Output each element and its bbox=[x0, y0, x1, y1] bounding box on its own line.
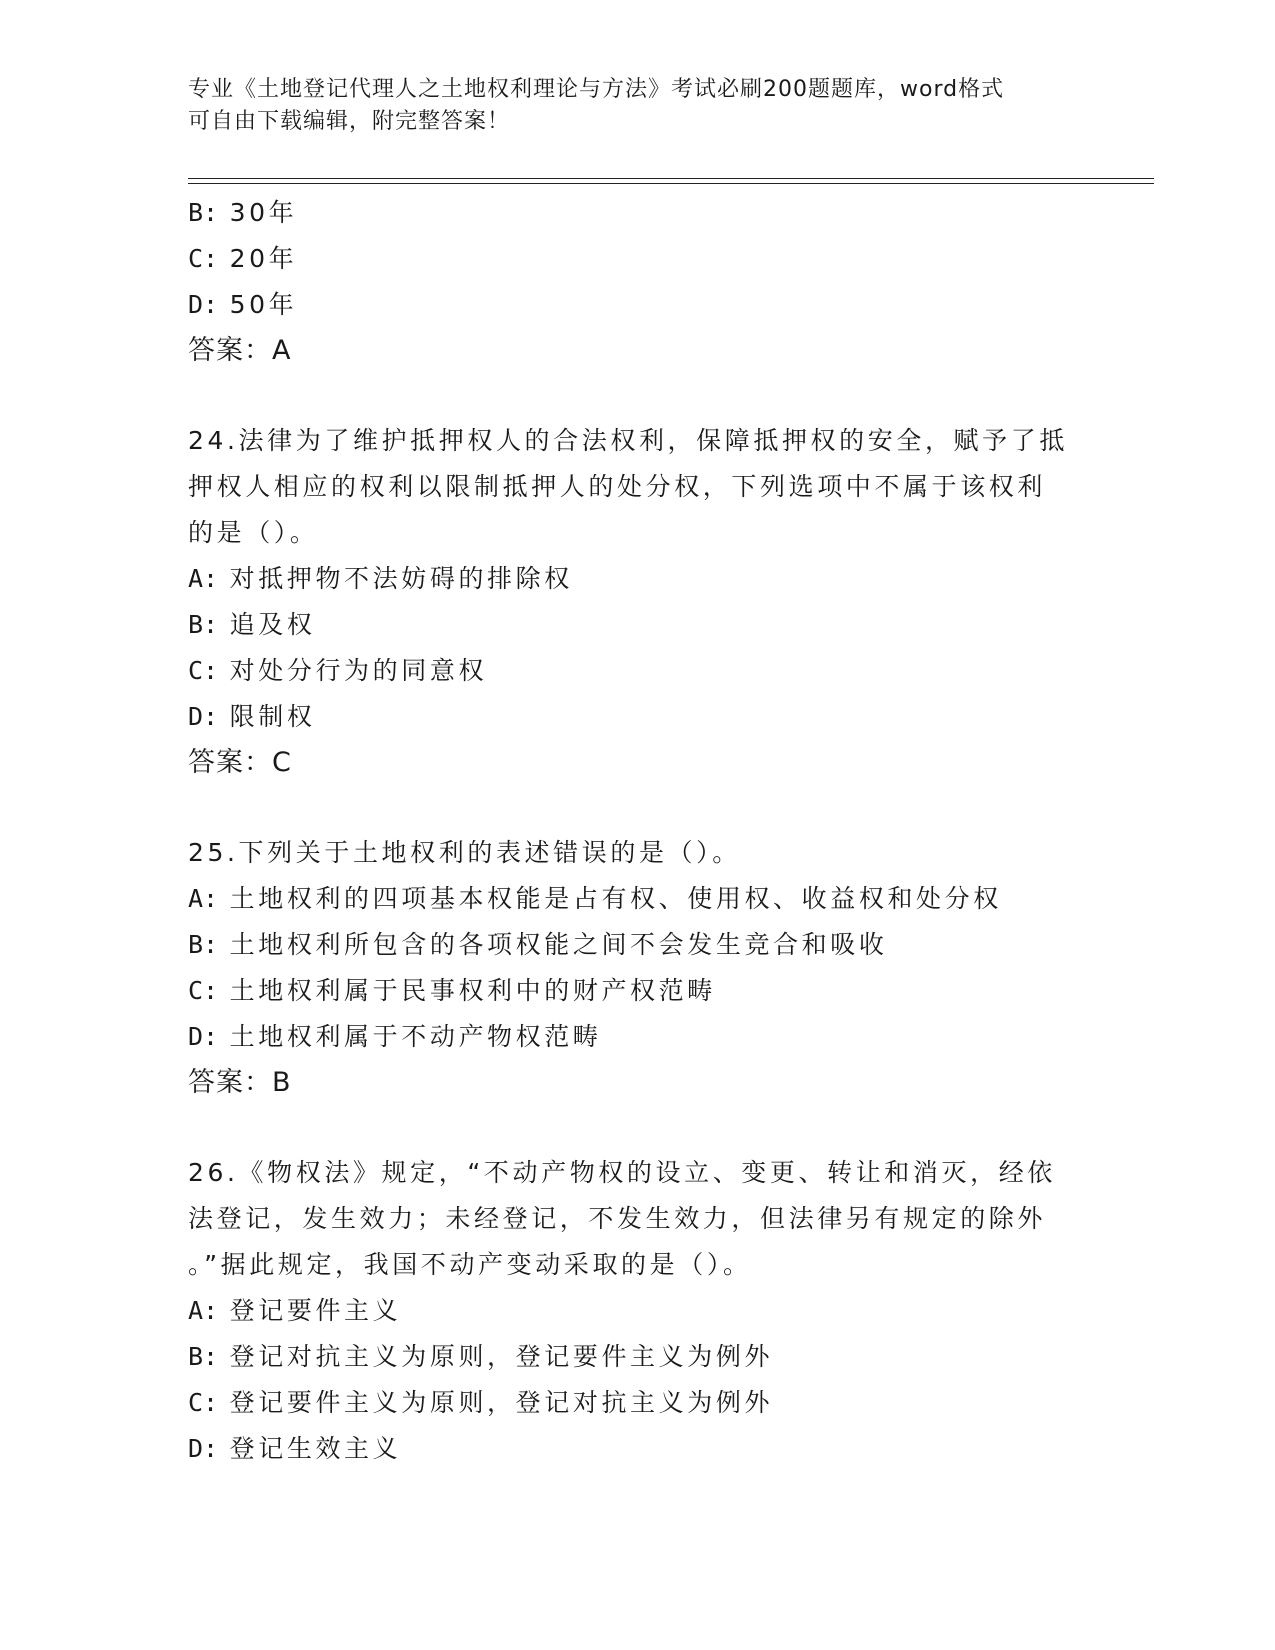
answer-line: 答案：A bbox=[188, 335, 292, 366]
option-text: 登记要件主义 bbox=[229, 1296, 402, 1325]
option-text: 对抵押物不法妨碍的排除权 bbox=[229, 564, 573, 593]
option-b bbox=[188, 1334, 1088, 1380]
option-label: C: bbox=[188, 976, 219, 1005]
option-b bbox=[188, 602, 1088, 648]
question-24 bbox=[188, 418, 1088, 786]
answer-line: 答案：B bbox=[188, 1067, 292, 1098]
option-text: 登记对抗主义为原则，登记要件主义为例外 bbox=[229, 1342, 774, 1371]
question-25 bbox=[188, 830, 1088, 1106]
header-divider-top bbox=[188, 178, 1154, 179]
option-a bbox=[188, 1288, 1088, 1334]
question-text-line: 25.下列关于土地权利的表述错误的是（）。 bbox=[188, 838, 741, 867]
option-label: C: bbox=[188, 1388, 219, 1417]
option-label: B: bbox=[188, 1342, 219, 1371]
option-text: 追及权 bbox=[229, 610, 316, 639]
header-title-line-1: 专业《土地登记代理人之土地权利理论与方法》考试必刷200题题库，word格式 bbox=[188, 77, 1005, 102]
option-d bbox=[188, 282, 1088, 328]
option-label: B: bbox=[188, 930, 219, 959]
option-text: 20年 bbox=[229, 244, 298, 273]
header-divider-bottom bbox=[188, 183, 1154, 184]
option-label: D: bbox=[188, 290, 219, 319]
option-d bbox=[188, 694, 1088, 740]
question-26 bbox=[188, 1150, 1088, 1472]
option-label: A: bbox=[188, 1296, 219, 1325]
option-c bbox=[188, 1380, 1088, 1426]
option-d bbox=[188, 1426, 1088, 1472]
question-text-line: 26.《物权法》规定，“不动产物权的设立、变更、转让和消灭，经依 bbox=[188, 1158, 1056, 1187]
option-text: 土地权利属于民事权利中的财产权范畴 bbox=[229, 976, 716, 1005]
option-text: 土地权利的四项基本权能是占有权、使用权、收益权和处分权 bbox=[229, 884, 1002, 913]
option-c bbox=[188, 968, 1088, 1014]
option-c bbox=[188, 648, 1088, 694]
question-23-continuation bbox=[188, 190, 1088, 374]
option-text: 限制权 bbox=[229, 702, 316, 731]
option-text: 土地权利所包含的各项权能之间不会发生竞合和吸收 bbox=[229, 930, 888, 959]
option-label: B: bbox=[188, 198, 219, 227]
option-text: 登记要件主义为原则，登记对抗主义为例外 bbox=[229, 1388, 774, 1417]
question-text-line: 。”据此规定，我国不动产变动采取的是（）。 bbox=[188, 1250, 752, 1279]
option-text: 土地权利属于不动产物权范畴 bbox=[229, 1022, 602, 1051]
option-label: B: bbox=[188, 610, 219, 639]
answer-line: 答案：C bbox=[188, 747, 292, 778]
option-b bbox=[188, 190, 1088, 236]
document-header bbox=[188, 74, 1068, 138]
option-label: D: bbox=[188, 1022, 219, 1051]
question-text-line: 押权人相应的权利以限制抵押人的处分权，下列选项中不属于该权利 bbox=[188, 472, 1047, 501]
header-title-line-2: 可自由下载编辑，附完整答案！ bbox=[188, 109, 511, 134]
option-text: 对处分行为的同意权 bbox=[229, 656, 488, 685]
option-text: 登记生效主义 bbox=[229, 1434, 402, 1463]
question-text-line: 的是（）。 bbox=[188, 518, 319, 547]
option-label: A: bbox=[188, 884, 219, 913]
option-label: D: bbox=[188, 1434, 219, 1463]
option-b bbox=[188, 922, 1088, 968]
option-a bbox=[188, 876, 1088, 922]
option-d bbox=[188, 1014, 1088, 1060]
option-text: 50年 bbox=[229, 290, 298, 319]
option-label: C: bbox=[188, 656, 219, 685]
question-list bbox=[188, 190, 1088, 1472]
option-c bbox=[188, 236, 1088, 282]
option-a bbox=[188, 556, 1088, 602]
question-text-line: 24.法律为了维护抵押权人的合法权利，保障抵押权的安全，赋予了抵 bbox=[188, 426, 1068, 455]
question-text-line: 法登记，发生效力；未经登记，不发生效力，但法律另有规定的除外 bbox=[188, 1204, 1047, 1233]
option-text: 30年 bbox=[229, 198, 298, 227]
option-label: C: bbox=[188, 244, 219, 273]
option-label: A: bbox=[188, 564, 219, 593]
option-label: D: bbox=[188, 702, 219, 731]
